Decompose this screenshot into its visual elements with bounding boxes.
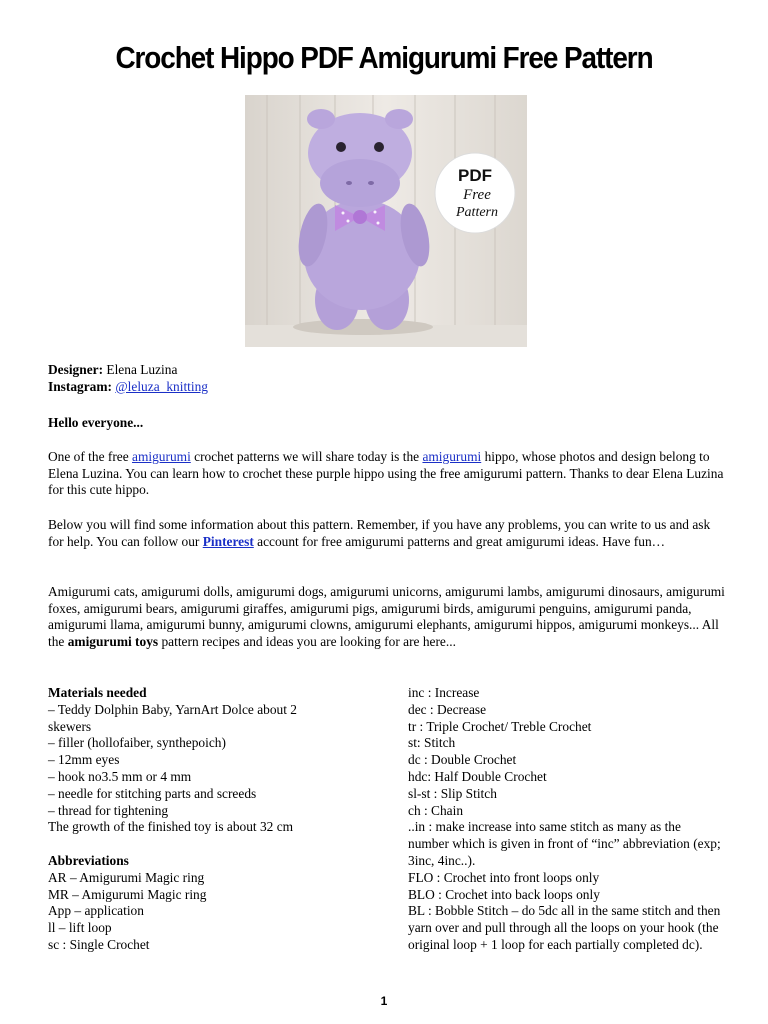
greeting: Hello everyone...	[48, 415, 144, 430]
categories-text-2: pattern recipes and ideas you are looking for are here...	[158, 633, 456, 649]
designer-line	[48, 362, 728, 379]
abbreviation-item: FLO : Crochet into front loops only	[408, 869, 600, 885]
instagram-link[interactable]: @leluza_knitting	[115, 378, 208, 394]
material-item: – needle for stitching parts and screeds	[48, 785, 257, 801]
designer-name: Elena Luzina	[106, 362, 178, 377]
abbreviations-right-section	[408, 685, 724, 954]
bobble-stitch-note: BL : Bobble Stitch – do 5dc all in the same stitch and then yarn over and pull through all the loops on your hook (the original loop + 1 loop for each partially completed dc).	[408, 903, 721, 952]
abbreviation-item: tr : Triple Crochet/ Treble Crochet	[408, 718, 592, 734]
categories-paragraph	[48, 584, 728, 650]
material-item: – thread for tightening	[48, 802, 169, 818]
badge-pdf-text: PDF	[458, 166, 492, 185]
categories-text-1: Amigurumi cats, amigurumi dolls, amigurumi dogs, amigurumi unicorns, amigurumi lambs, amigurumi dinosaurs, amigurumi foxes, amigurumi bears, amigurumi giraffes, amigurumi pigs, amigurumi birds, amigurumi penguins, amigurumi panda, amigurumi llama, amigurumi bunny, amigurumi clowns, amigurumi elephants, amigurumi hippos, amigurumi monkeys... All the	[48, 584, 725, 649]
material-item: The growth of the finished toy is about 32 cm	[48, 819, 294, 835]
designer-info	[48, 362, 728, 395]
abbreviation-item: AR – Amigurumi Magic ring	[48, 869, 205, 885]
abbreviation-item: dec : Decrease	[408, 701, 487, 717]
instagram-line	[48, 379, 728, 396]
badge-free-text: Free	[463, 187, 491, 203]
amigurumi-link-2[interactable]: amigurumi	[422, 449, 482, 464]
intro-text-1: One of the free	[48, 449, 133, 464]
abbreviation-item: dc : Double Crochet	[408, 752, 517, 768]
material-item: – filler (hollofaiber, synthepoich)	[48, 735, 226, 751]
material-item: – 12mm eyes	[48, 752, 120, 768]
info-paragraph	[48, 517, 728, 550]
increase-note: ..in : make increase into same stitch as many as the number which is given in front of “inc” abbreviation (exp; 3inc, 4inc..).	[408, 819, 721, 868]
abbreviation-item: ch : Chain	[408, 802, 464, 818]
material-item: – Teddy Dolphin Baby, YarnArt Dolce about 2	[48, 701, 297, 717]
abbreviation-item: inc : Increase	[408, 685, 480, 700]
abbreviation-item: sl-st : Slip Stitch	[408, 785, 497, 801]
hippo-illustration	[245, 95, 527, 347]
amigurumi-link-1[interactable]: amigurumi	[132, 449, 191, 464]
amigurumi-toys-bold: amigurumi toys	[67, 633, 159, 649]
hippo-photo	[245, 95, 527, 347]
materials-heading: Materials needed	[48, 685, 147, 700]
abbreviation-item: BLO : Crochet into back loops only	[408, 886, 600, 902]
abbreviation-item: App – application	[48, 903, 144, 919]
info-text-1: Below you will find some information about this pattern. Remember, if you have any problems, you can write to us and ask for help. You can follow our	[48, 517, 711, 549]
intro-text-3: hippo, whose photos and design belong to Elena Luzina. You can learn how to crochet these purple hippo using the free amigurumi pattern. Thanks to dear Elena Luzina for this cute hippo.	[48, 449, 724, 498]
abbreviation-item: MR – Amigurumi Magic ring	[48, 886, 207, 902]
document-title: Crochet Hippo PDF Amigurumi Free Pattern	[115, 40, 653, 75]
badge-pattern-text: Pattern	[456, 205, 498, 220]
page-number: 1	[380, 994, 388, 1008]
abbreviations-left-section	[48, 853, 388, 954]
abbreviation-item: sc : Single Crochet	[48, 936, 150, 952]
abbreviation-item: st: Stitch	[408, 735, 456, 751]
pinterest-link[interactable]: Pinterest	[202, 533, 254, 549]
material-item: – hook no3.5 mm or 4 mm	[48, 768, 192, 784]
info-text-2: account for free amigurumi patterns and great amigurumi ideas. Have fun…	[253, 533, 666, 549]
abbreviation-item: hdc: Half Double Crochet	[408, 768, 547, 784]
abbreviations-heading: Abbreviations	[48, 853, 129, 868]
instagram-label: Instagram:	[48, 378, 112, 394]
abbreviation-item: ll – lift loop	[48, 920, 112, 936]
designer-label: Designer:	[48, 362, 104, 377]
materials-section	[48, 685, 388, 836]
intro-paragraph	[48, 449, 728, 499]
material-item: skewers	[48, 718, 92, 734]
intro-text-2: crochet patterns we will share today is the	[190, 449, 423, 464]
